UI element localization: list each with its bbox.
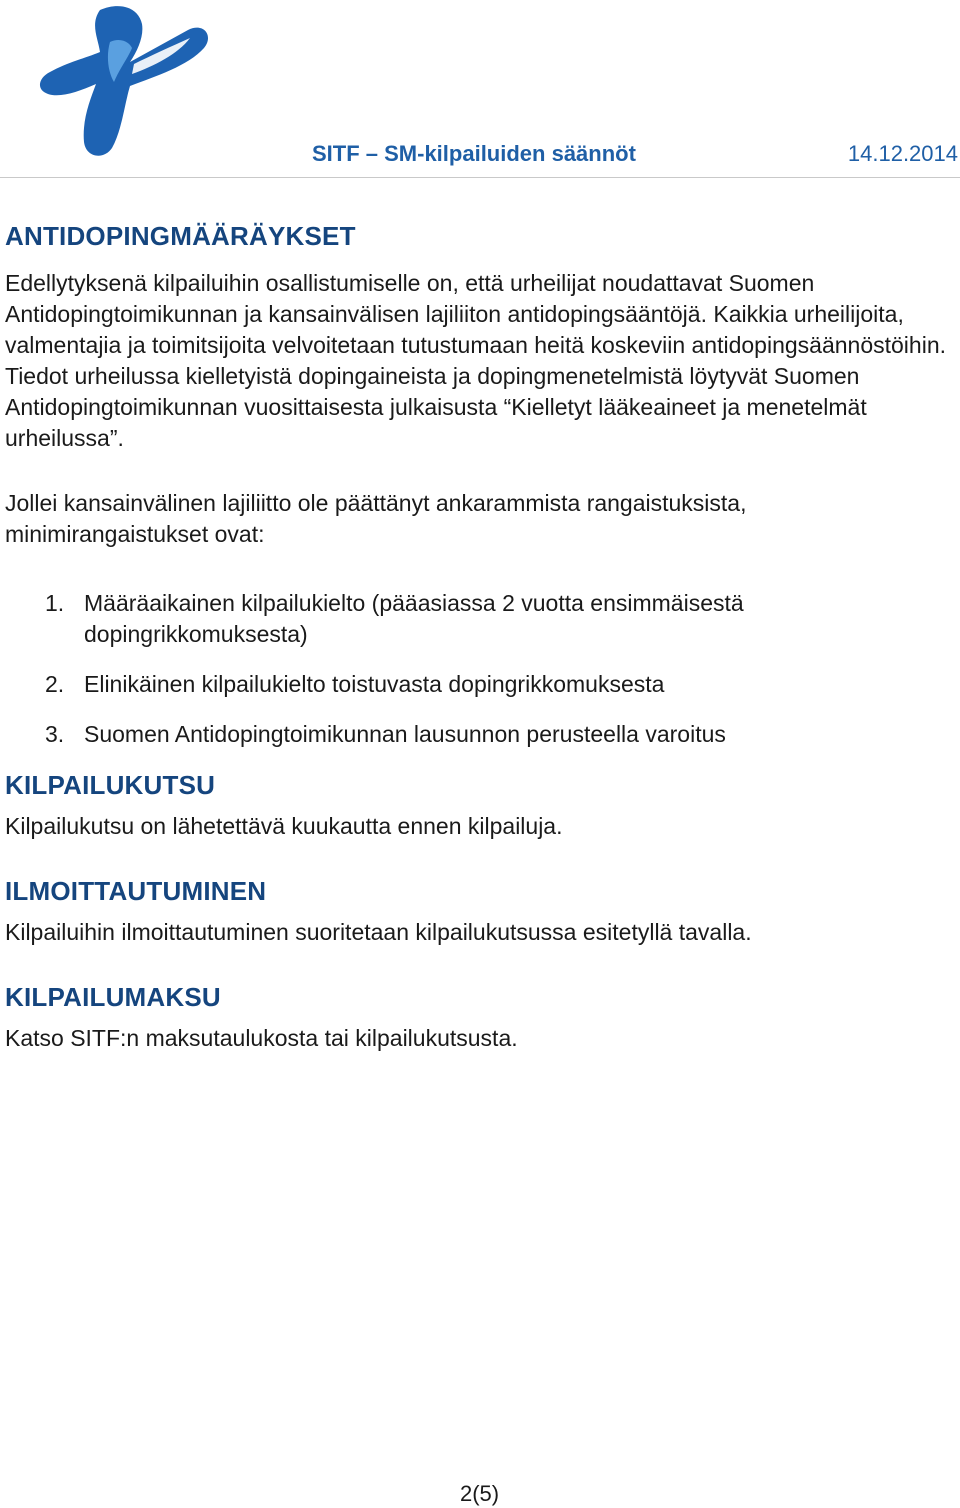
list-item xyxy=(5,719,950,750)
kilpailukutsu-text: Kilpailukutsu on lähetettävä kuukautta ennen kilpailuja. xyxy=(5,813,563,839)
antidoping-paragraph-2: Jollei kansainvälinen lajiliitto ole päättänyt ankarammista rangaistuksista, minimirangaistukset ovat: xyxy=(5,490,747,547)
list-item-number: 2. xyxy=(45,671,65,697)
list-item xyxy=(5,588,950,650)
kilpailumaksu-text: Katso SITF:n maksutaulukosta tai kilpailukutsusta. xyxy=(5,1025,518,1051)
section-heading-ilmoittautuminen: ILMOITTAUTUMINEN xyxy=(5,876,267,906)
section-ilmoittautuminen xyxy=(5,876,950,948)
list-item-text: Elinikäinen kilpailukielto toistuvasta dopingrikkomuksesta xyxy=(84,671,665,697)
antidoping-paragraph-1: Edellytyksenä kilpailuihin osallistumiselle on, että urheilijat noudattavat Suomen Antidopingtoimikunnan ja kansainvälisen lajiliiton antidopingsääntöjä. Kaikkia urheilijoita, valmentajia ja toimitsijoita velvoitetaan tutustumaan heitä koskeviin antidopingsäännöstöihin. Tiedot urheilussa kielletyistä dopingaineista ja dopingmenetelmistä löytyvät Suomen Antidopingtoimikunnan vuosittaisesta julkaisusta “Kielletyt lääkeaineet ja menetelmät urheilussa”. xyxy=(5,270,947,451)
list-item-text: Määräaikainen kilpailukielto (pääasiassa 2 vuotta ensimmäisestä dopingrikkomuksesta) xyxy=(84,590,744,647)
section-kilpailumaksu xyxy=(5,982,950,1054)
section-heading-kilpailukutsu: KILPAILUKUTSU xyxy=(5,770,216,800)
list-item-number: 1. xyxy=(45,590,65,616)
section-kilpailukutsu xyxy=(5,770,950,842)
page-number: 2(5) xyxy=(460,1481,500,1506)
header-divider xyxy=(0,177,960,178)
list-item xyxy=(5,669,950,700)
list-item-text: Suomen Antidopingtoimikunnan lausunnon perusteella varoitus xyxy=(84,721,726,747)
document-body xyxy=(5,221,950,1054)
header-title: SITF – SM-kilpailuiden säännöt xyxy=(312,141,636,166)
header-date: 14.12.2014 xyxy=(847,141,958,166)
sitf-logo-icon xyxy=(38,2,210,158)
list-item-number: 3. xyxy=(45,721,65,747)
ilmoittautuminen-text: Kilpailuihin ilmoittautuminen suoritetaan kilpailukutsussa esitetyllä tavalla. xyxy=(5,919,752,945)
penalty-list xyxy=(5,588,950,750)
section-heading-kilpailumaksu: KILPAILUMAKSU xyxy=(5,982,221,1012)
section-antidoping xyxy=(5,221,950,750)
section-heading-antidoping: ANTIDOPINGMÄÄRÄYKSET xyxy=(5,221,356,251)
